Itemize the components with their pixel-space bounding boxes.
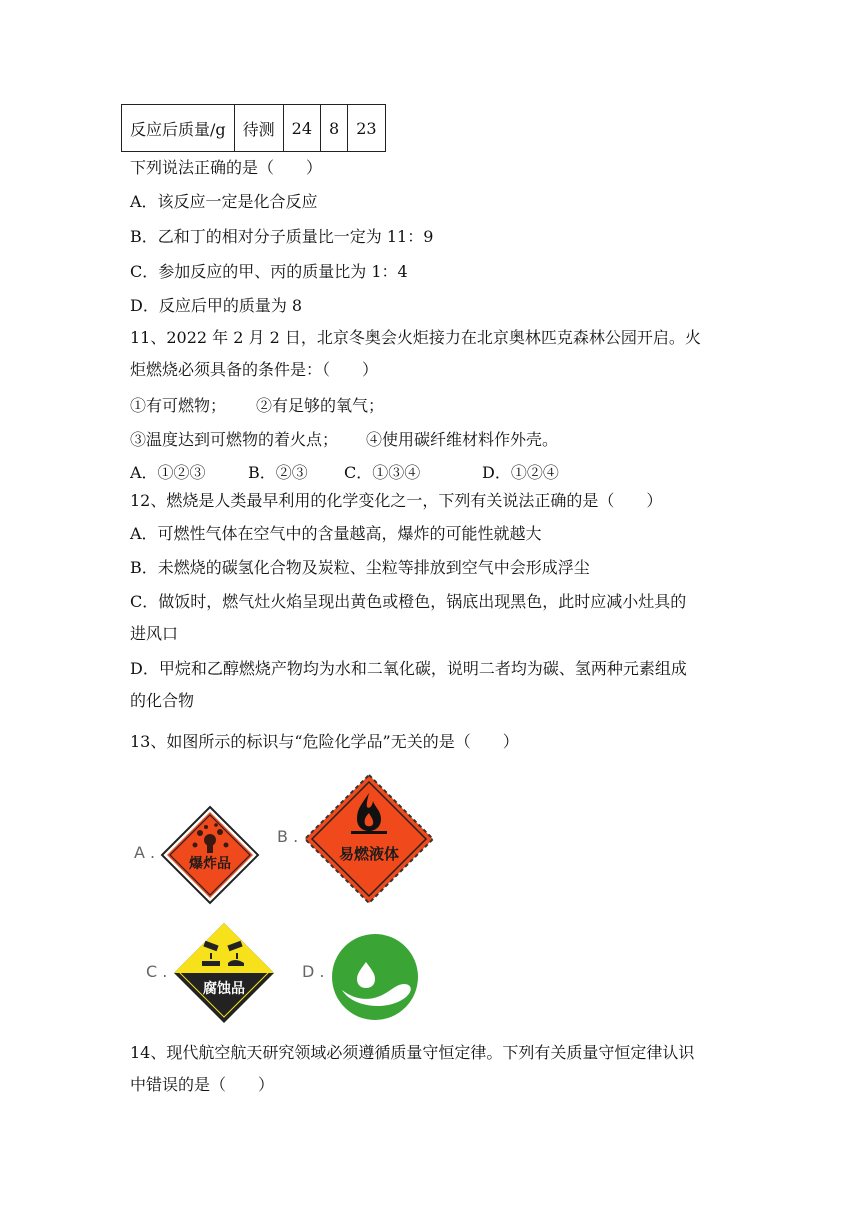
condition-1: ①有可燃物；	[130, 396, 227, 415]
q10-option-d: D．反应后甲的质量为 8	[130, 296, 303, 315]
q11-option-d: D．①②④	[482, 463, 559, 482]
q12-option-c-line2: 进风口	[130, 624, 179, 643]
q11-conditions-line2	[130, 430, 558, 450]
sign-a-text: 爆炸品	[189, 856, 231, 872]
q11-options	[130, 463, 559, 483]
q14-stem-line1: 14、现代航空航天研究领域必须遵循质量守恒定律。下列有关质量守恒定律认识	[130, 1043, 695, 1062]
q11-option-b: B．②③	[248, 463, 308, 482]
q12-option-c-line1: C．做饭时，燃气灶火焰呈现出黄色或橙色，锅底出现黑色，此时应减小灶具的	[130, 592, 687, 611]
sign-b-letter: B .	[277, 827, 299, 846]
q10-option-c: C．参加反应的甲、丙的质量比为 1：4	[130, 262, 408, 281]
q14-stem-line2: 中错误的是（ ）	[130, 1075, 275, 1094]
table-cell: 23	[348, 105, 385, 152]
flammable-liquid-sign	[303, 773, 435, 905]
table-cell: 24	[283, 105, 320, 152]
q11-stem-line1: 11、2022 年 2 月 2 日，北京冬奥会火炬接力在北京奥林匹克森林公园开启。火	[130, 328, 701, 347]
explosive-sign	[160, 805, 260, 905]
q12-option-d-line2: 的化合物	[130, 691, 195, 710]
condition-4: ④使用碳纤维材料作外壳。	[366, 430, 559, 449]
water-saving-sign	[330, 932, 420, 1022]
q11-stem-line2: 炬燃烧必须具备的条件是：（ ）	[130, 360, 379, 379]
q12-option-d-line1: D．甲烷和乙醇燃烧产物均为水和二氧化碳，说明二者均为碳、氢两种元素组成	[130, 659, 687, 678]
q11-conditions-line1	[130, 396, 384, 416]
sign-c-letter: C .	[146, 962, 168, 981]
mass-table	[121, 104, 386, 152]
q12-stem: 12、燃烧是人类最早利用的化学变化之一，下列有关说法正确的是（ ）	[130, 491, 663, 510]
q11-option-c: C．①③④	[344, 463, 421, 482]
table-row-label: 反应后质量/g	[122, 105, 235, 152]
condition-2: ②有足够的氧气；	[256, 396, 385, 415]
corrosive-sign	[172, 921, 276, 1025]
q10-option-b: B．乙和丁的相对分子质量比一定为 11：9	[130, 227, 434, 246]
sign-c-text: 腐蚀品	[203, 981, 245, 997]
q11-option-a: A．①②③	[130, 463, 206, 482]
q10-option-a: A．该反应一定是化合反应	[130, 192, 318, 211]
q12-option-b: B．未燃烧的碳氢化合物及炭粒、尘粒等排放到空气中会形成浮尘	[130, 558, 590, 577]
sign-a-letter: A .	[134, 843, 156, 862]
table-cell: 待测	[234, 105, 283, 152]
q12-option-a: A．可燃性气体在空气中的含量越高，爆炸的可能性就越大	[130, 524, 542, 543]
q10-stem: 下列说法正确的是（ ）	[130, 158, 323, 177]
table-row	[122, 105, 386, 152]
q13-stem: 13、如图所示的标识与“危险化学品”无关的是（ ）	[130, 732, 519, 751]
condition-3: ③温度达到可燃物的着火点；	[130, 430, 339, 449]
table-cell: 8	[321, 105, 348, 152]
sign-d-letter: D .	[302, 962, 325, 981]
sign-b-text: 易燃液体	[338, 845, 400, 863]
